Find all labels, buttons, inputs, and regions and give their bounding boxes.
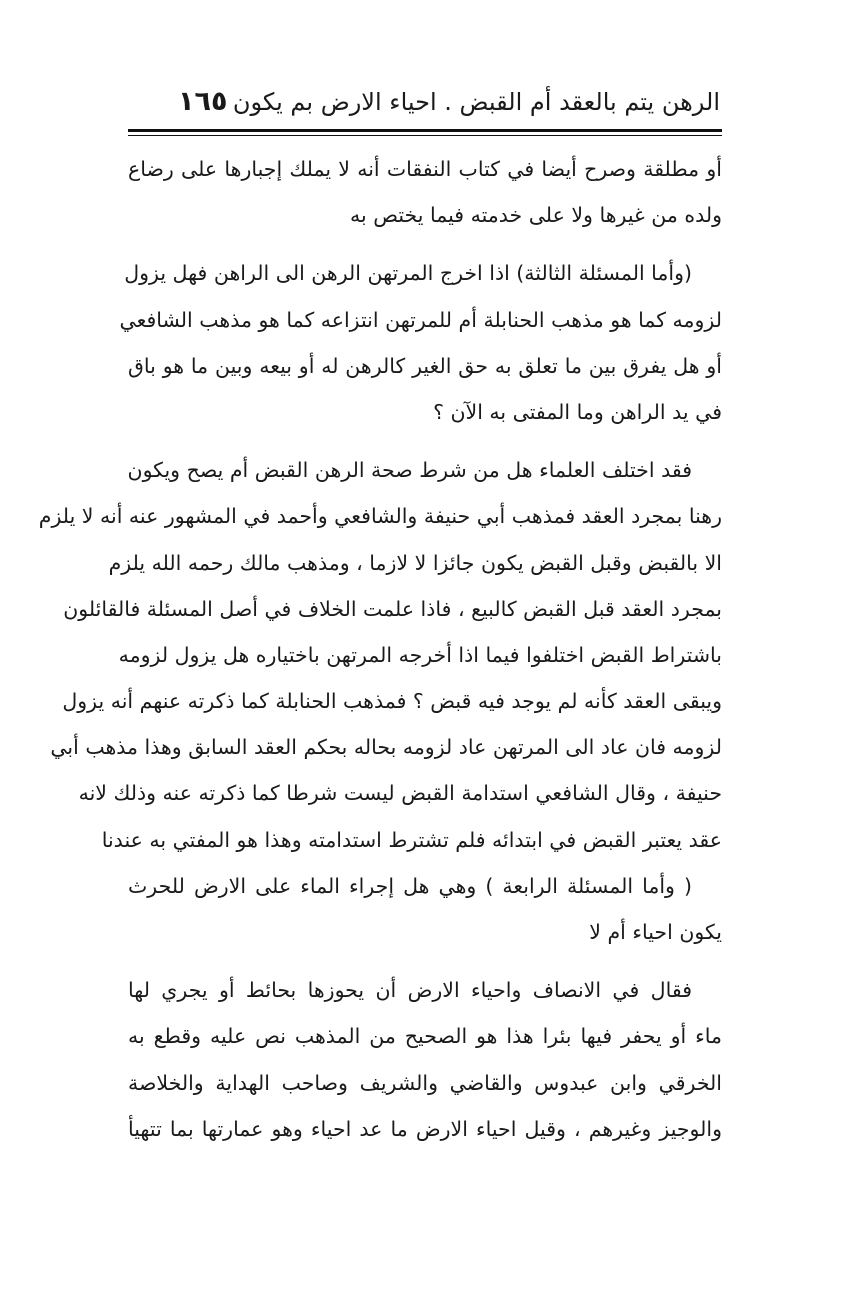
paragraph: [128, 967, 722, 1152]
text-line: أو هل يفرق بين ما تعلق به حق الغير كالرهن له أو بيعه وبين ما هو باق: [128, 353, 722, 378]
header-rule-thin: [128, 135, 722, 136]
text-line: رهنا بمجرد العقد فمذهب أبي حنيفة والشافعي وأحمد في المشهور عنه أنه لا يلزم: [38, 504, 722, 529]
body-text: [38, 146, 722, 1152]
text-line: أو مطلقة وصرح أيضا في كتاب النفقات أنه لا يملك إجبارها على رضاع: [128, 157, 722, 181]
text-line: ماء أو يحفر فيها بئرا هذا هو الصحيح من المذهب نص عليه وقطع به: [128, 1024, 722, 1049]
text-line: والوجيز وغيرهم ، وقيل احياء الارض ما عد احياء وهو عمارتها بما تتهيأ: [128, 1116, 722, 1141]
paragraph: [38, 447, 722, 863]
text-line: يكون احياء أم لا: [589, 920, 722, 944]
text-line: لزومه كما هو مذهب الحنابلة أم للمرتهن انتزاعه كما هو مذهب الشافعي: [119, 307, 722, 332]
text-line: باشتراط القبض اختلفوا فيما اذا أخرجه المرتهن باختياره هل يزول لزومه: [118, 642, 722, 667]
header-rule-thick: [128, 129, 722, 132]
paragraph: [128, 863, 722, 955]
text-line: فقد اختلف العلماء هل من شرط صحة الرهن القبض أم يصح ويكون: [127, 458, 692, 483]
text-line: عقد يعتبر القبض في ابتدائه فلم تشترط استدامته وهذا هو المفتي به عندنا: [101, 827, 722, 852]
text-line: في يد الراهن وما المفتى به الآن ؟: [433, 399, 722, 424]
paragraph: [128, 146, 722, 238]
text-line: فقال في الانصاف واحياء الارض أن يحوزها بحائط أو يجري لها: [128, 978, 692, 1003]
text-line: ولده من غيرها ولا على خدمته فيما يختص به: [350, 203, 722, 228]
running-header: [130, 86, 720, 126]
text-line: (وأما المسئلة الثالثة) اذا اخرج المرتهن الرهن الى الراهن فهل يزول: [124, 261, 692, 286]
text-line: حنيفة ، وقال الشافعي استدامة القبض ليست شرطا كما ذكرته عنه وذلك لانه: [78, 781, 722, 806]
running-header-title: الرهن يتم بالعقد أم القبض . احياء الارض بم يكون: [232, 88, 720, 116]
page-number: ١٦٥: [178, 86, 228, 117]
text-line: لزومه فان عاد الى المرتهن عاد لزومه بحاله بحكم العقد السابق وهذا مذهب أبي: [50, 735, 722, 760]
text-line: بمجرد العقد قبل القبض كالبيع ، فاذا علمت الخلاف في أصل المسئلة فالقائلون: [63, 596, 722, 621]
text-line: ( وأما المسئلة الرابعة ) وهي هل إجراء الماء على الارض للحرث: [128, 873, 692, 898]
text-line: الا بالقبض وقبل القبض يكون جائزا لا لازما ، ومذهب مالك رحمه الله يلزم: [108, 550, 722, 575]
text-line: الخرقي وابن عبدوس والقاضي والشريف وصاحب الهداية والخلاصة: [128, 1070, 722, 1095]
paragraph: [119, 250, 722, 435]
text-line: ويبقى العقد كأنه لم يوجد فيه قبض ؟ فمذهب الحنابلة كما ذكرته عنهم أنه يزول: [62, 689, 722, 714]
